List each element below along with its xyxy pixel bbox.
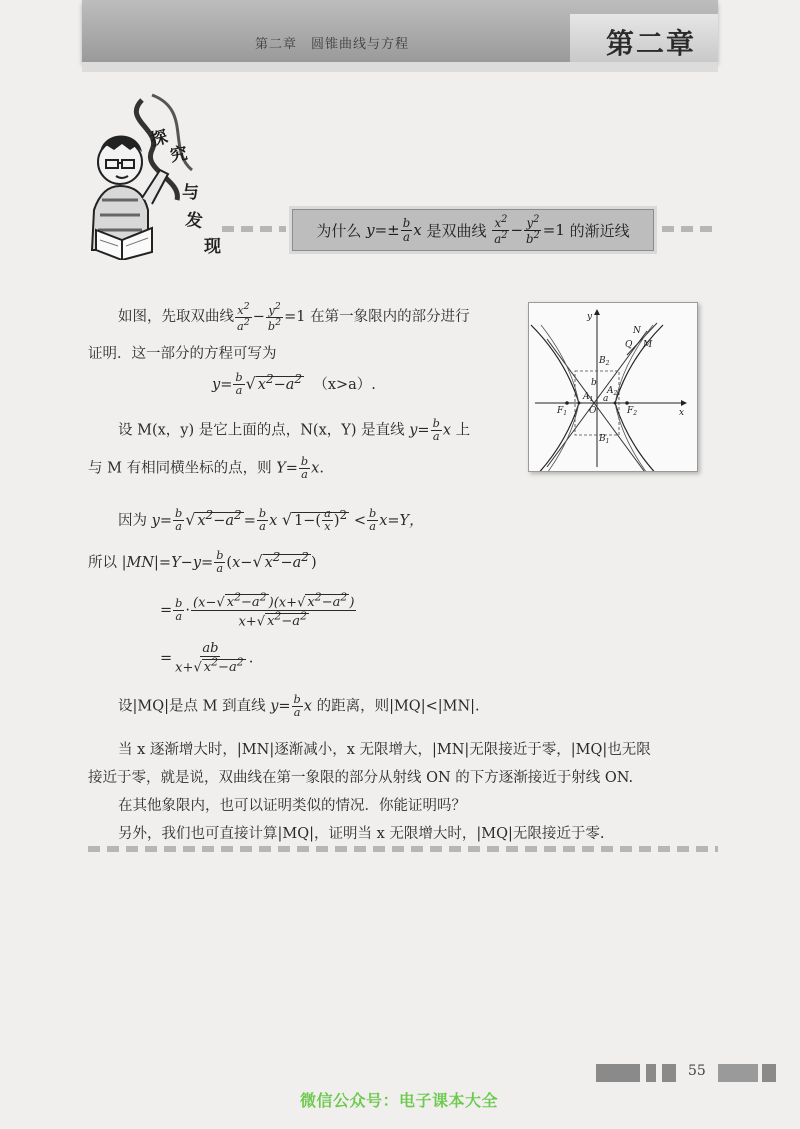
- label-Q: Q: [625, 340, 633, 350]
- label-y: y: [587, 312, 593, 322]
- para3-tail: x=Y，: [379, 512, 424, 529]
- para2-line1: 设 M(x，y) 是它上面的点，N(x，Y) 是直线 y= $\frac{b}{a}$ x 上: [118, 417, 471, 443]
- label-b: b: [591, 378, 597, 388]
- para2-line1-b: 上: [455, 422, 471, 439]
- title-expr-pre: y=±: [366, 221, 400, 239]
- equation-condition: （x>a）.: [313, 376, 376, 393]
- title-suffix: 的渐近线: [569, 221, 630, 240]
- para2-line2: 与 M 有相同横坐标的点，则 Y= $\frac{b}{a}$ x.: [88, 455, 324, 481]
- para1-line1-b: =1 在第一象限内的部分进行: [284, 309, 470, 326]
- label-N: N: [633, 326, 641, 336]
- label-a: a: [603, 394, 609, 404]
- badge-char-5: 现: [204, 237, 221, 257]
- mn-line1: 所以 |MN|=Y−y= $\frac{b}{a}$ (x−√ $x^2-a^2$ ): [88, 549, 317, 576]
- title-y-frac: $\frac{y^2}{b^2}$: [526, 214, 540, 246]
- para1-xfrac: $\frac{x^2}{a^2}$: [237, 301, 250, 333]
- mn-line3: = $\frac{ab}{x+√ x^2-a^2}$ .: [160, 641, 254, 676]
- focus-F1: [565, 401, 569, 405]
- hyperbola-right-branch: [615, 325, 663, 471]
- para2-line2-a: 与 M 有相同横坐标的点，则: [88, 460, 272, 477]
- para3-inequality: 因为 y= $\frac{b}{a}$ √ $x^2-a^2$ = $\frac{b}{a}$ x √ 1−( $\frac{a}{x}$ )$^2$ < $\frac{b}{a}$ x=Y，: [118, 507, 424, 534]
- title-expr-post: x: [413, 221, 422, 239]
- badge-char-4: 发: [184, 209, 204, 233]
- title-frac-den: a: [403, 229, 410, 244]
- hyperbola-figure: [528, 302, 698, 472]
- label-A2: $A_2$: [607, 386, 618, 397]
- label-M: M: [643, 340, 653, 350]
- badge-char-2: 究: [168, 143, 190, 167]
- focus-F2: [625, 401, 629, 405]
- label-O: O: [589, 406, 597, 416]
- title-dashes-right: [662, 226, 718, 232]
- vertex-A1: [578, 402, 581, 405]
- equation-hyperbola-branch: y= $\frac{b}{a}$ √ $x^2-a^2$ （x>a）.: [212, 371, 376, 398]
- title-prefix: 为什么: [316, 221, 362, 240]
- title-frac: [401, 217, 412, 243]
- label-F1: $F_1$: [557, 406, 568, 417]
- section-end-dashes: [88, 846, 718, 852]
- footer-block-4: [718, 1064, 758, 1082]
- para3-lead2: 所以: [88, 554, 117, 571]
- title-mid: 是双曲线: [426, 221, 487, 240]
- para4-p2: 接近于零，就是说，双曲线在第一象限的部分从射线 ON 的下方逐渐接近于射线 ON.: [88, 770, 634, 786]
- title-eq-post: =1: [542, 221, 565, 239]
- mn-line2: = $\frac{b}{a}$ · $\frac{(x-√ x^2-a^2 )(x+√ x^2-a^2 )}{x+√ x^2-a^2}$: [160, 591, 355, 630]
- para1-line1-a: 如图，先取双曲线: [118, 309, 234, 326]
- section-title-box: 为什么 y=± $\frac{b}{a}$ x 是双曲线 $\frac{x^2}{a^2}$ − $\frac{y^2}{b^2}$ =1 的渐近线: [292, 209, 654, 251]
- para4-p1: 当 x 逐渐增大时，|MN|逐渐减小，x 无限增大，|MN|无限接近于零，|MQ|也无限: [118, 742, 651, 758]
- title-dashes-left: [222, 226, 286, 232]
- para1-line1: 如图，先取双曲线 $\frac{x^2}{a^2}$ − $\frac{y^2}{b^2}$ =1 在第一象限内的部分进行: [118, 301, 470, 333]
- watermark-text: 微信公众号：电子课本大全: [300, 1091, 499, 1110]
- para1-line2: 证明．这一部分的方程可写为: [88, 346, 277, 362]
- para4-p3: 在其他象限内，也可以证明类似的情况．你能证明吗？: [118, 798, 466, 814]
- para4-line1: 设|MQ|是点 M 到直线 y= $\frac{b}{a}$ x 的距离，则|MQ|<|MN|.: [118, 693, 480, 719]
- footer-block-2: [646, 1064, 656, 1082]
- para4-p4: 另外，我们也可直接计算|MQ|，证明当 x 无限增大时，|MQ|无限接近于零.: [118, 826, 605, 842]
- label-x: x: [679, 408, 685, 418]
- hyperbola-left-branch: [531, 325, 579, 471]
- badge-char-1: 探: [148, 127, 170, 151]
- running-head: 第二章 圆锥曲线与方程: [255, 37, 410, 52]
- label-B1: $B_1$: [599, 434, 610, 445]
- vertex-A2: [614, 402, 617, 405]
- title-frac-num: b: [402, 216, 411, 231]
- title-x-frac: $\frac{x^2}{a^2}$: [494, 214, 508, 246]
- page-number: 55: [688, 1063, 706, 1079]
- para4-line-a: 设|MQ|是点 M 到直线: [118, 698, 266, 715]
- para1-yfrac: $\frac{y^2}{b^2}$: [267, 301, 282, 333]
- hyperbola-diagram: [529, 303, 697, 471]
- para4-line-b: 的距离，则|MQ|<|MN|.: [316, 698, 480, 715]
- badge-char-3: 与: [182, 183, 199, 203]
- footer-block-3: [662, 1064, 676, 1082]
- label-A1: $A_1$: [583, 392, 594, 403]
- para3-lead: 因为: [118, 512, 147, 529]
- para2-line1-a: 设 M(x，y) 是它上面的点，N(x，Y) 是直线: [118, 422, 405, 439]
- label-B2: $B_2$: [599, 356, 610, 367]
- header-underline: [82, 62, 718, 72]
- footer-block-1: [596, 1064, 640, 1082]
- footer-block-5: [762, 1064, 776, 1082]
- chapter-tab-label: 第二章: [606, 27, 697, 60]
- label-F2: $F_2$: [627, 406, 638, 417]
- para2-line2-b: .: [319, 460, 324, 477]
